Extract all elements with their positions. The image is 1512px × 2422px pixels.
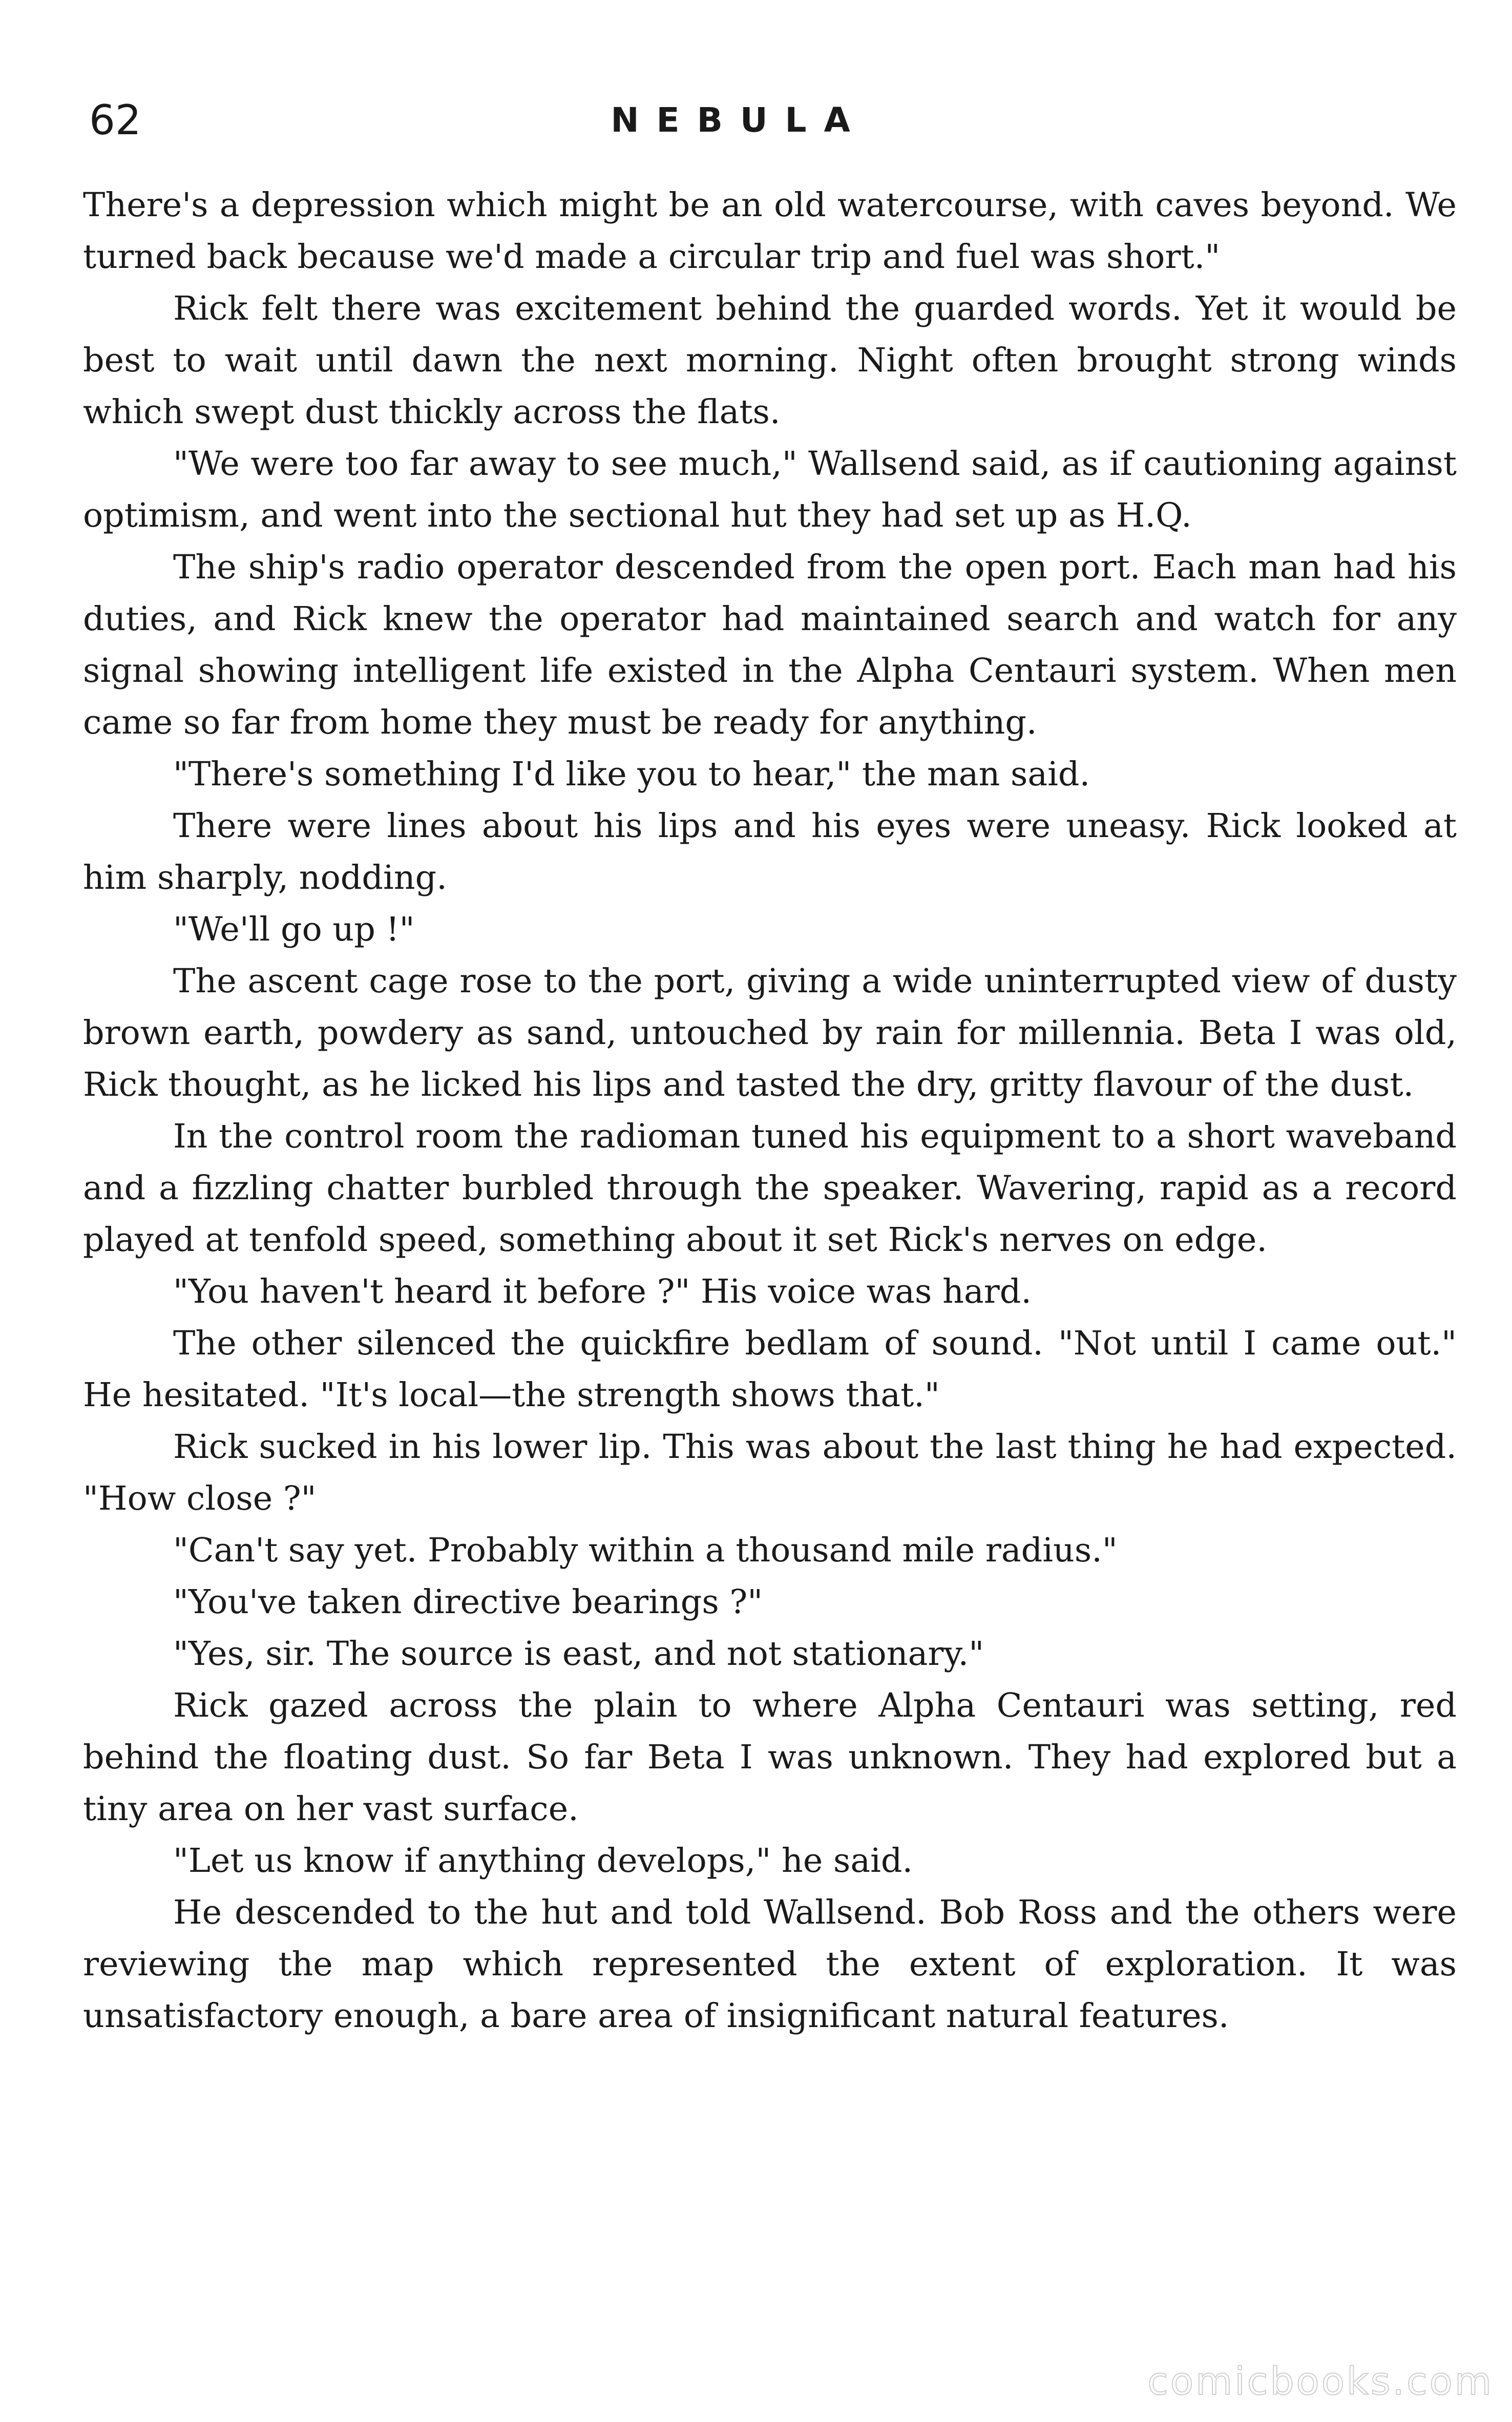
book-page [83,92,1457,2042]
paragraph: "Let us know if anything develops," he said. [173,1842,913,1880]
body-text [83,179,1457,2042]
page-number: 62 [89,96,141,144]
paragraph: "There's something I'd like you to hear," the man said. [173,755,1090,794]
paragraph: The ship's radio operator descended from the open port. Each man had his duties, and Rick knew the operator had maintained search and watch for any signal showing intelligent life existed in the Alpha Centauri system. When men came so far from home they must be ready for anything. [83,548,1457,742]
paragraph: "You've taken directive bearings ?" [173,1583,763,1621]
paragraph: The other silenced the quickfire bedlam of sound. "Not until I came out." He hesitated. "It's local—the strength shows that." [83,1324,1457,1414]
paragraph: "We'll go up !" [173,910,415,949]
paragraph: "You haven't heard it before ?" His voice was hard. [173,1272,1032,1311]
running-title: NEBULA [611,100,868,140]
paragraph: Rick felt there was excitement behind the guarded words. Yet it would be best to wait until dawn the next morning. Night often brought strong winds which swept dust thickly across the flats. [83,289,1457,431]
paragraph: He descended to the hut and told Wallsend. Bob Ross and the others were reviewing the map which represented the extent of exploration. It was unsatisfactory enough, a bare area of insignificant natural features. [83,1893,1457,2035]
paragraph: The ascent cage rose to the port, giving a wide uninterrupted view of dusty brown earth, powdery as sand, untouched by rain for millennia. Beta I was old, Rick thought, as he licked his lips and tasted the dry, gritty flavour of the dust. [83,962,1457,1104]
paragraph: "We were too far away to see much," Wallsend said, as if cautioning against optimism, and went into the sectional hut they had set up as H.Q. [83,445,1457,535]
paragraph: In the control room the radioman tuned his equipment to a short waveband and a fizzling chatter burbled through the speaker. Wavering, rapid as a record played at tenfold speed, something about it set Rick's nerves on edge. [83,1117,1457,1259]
page-header [83,92,1457,149]
paragraph: There were lines about his lips and his eyes were uneasy. Rick looked at him sharply, nodding. [83,807,1457,897]
paragraph: There's a depression which might be an old watercourse, with caves beyond. We turned back because we'd made a circular trip and fuel was short." [83,186,1457,276]
paragraph: Rick gazed across the plain to where Alpha Centauri was setting, red behind the floating dust. So far Beta I was unknown. They had explored but a tiny area on her vast surface. [83,1686,1457,1828]
paragraph: "Yes, sir. The source is east, and not stationary." [173,1635,984,1673]
watermark: comicbooks.com [1147,2360,1494,2404]
paragraph: Rick sucked in his lower lip. This was about the last thing he had expected. "How close ?" [83,1428,1457,1518]
paragraph: "Can't say yet. Probably within a thousand mile radius." [173,1531,1118,1570]
